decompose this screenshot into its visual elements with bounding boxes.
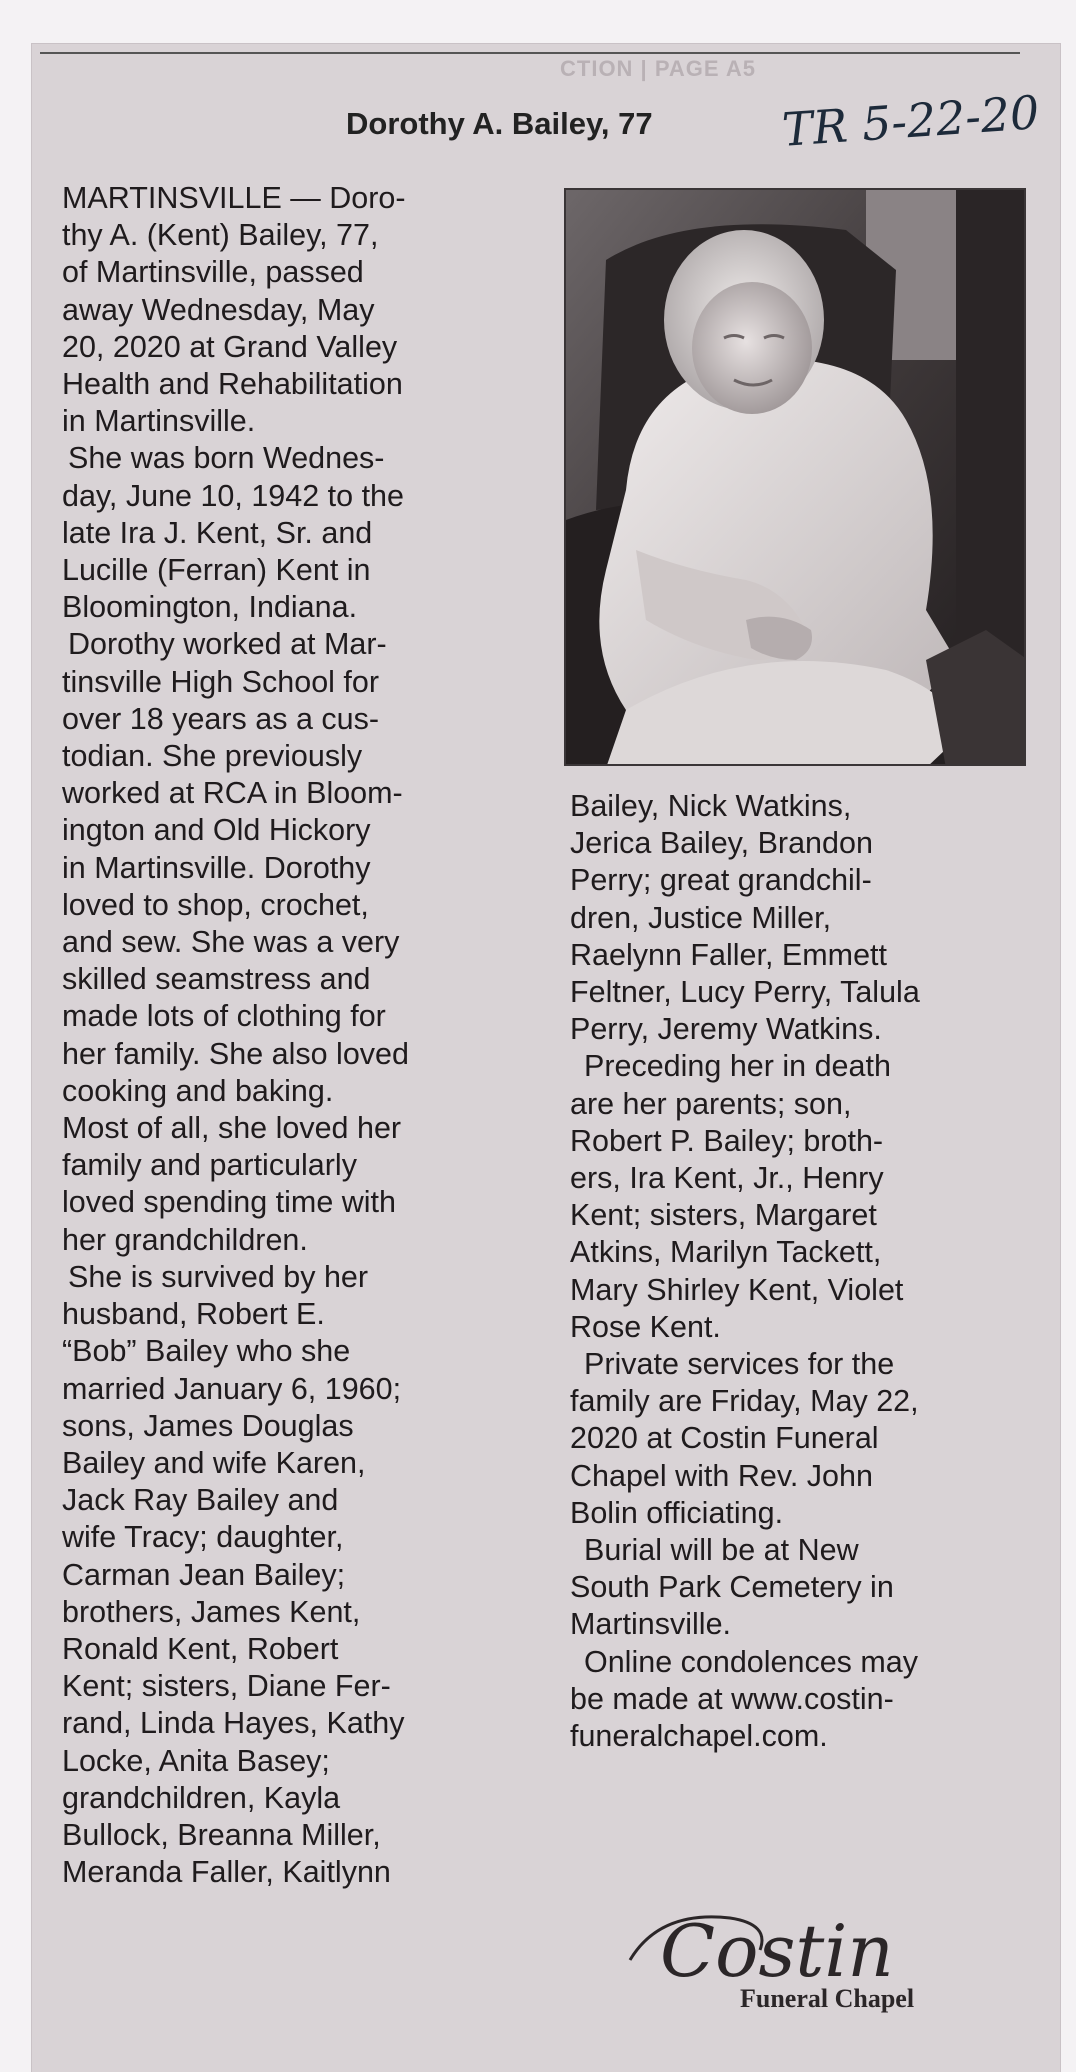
paragraph-survivors-continued: Bailey, Nick Watkins, Jerica Bailey, Brandon Perry; great grandchil- dren, Justice Miller, Raelynn Faller, Emmett Feltner, Lucy Perry, Talula Perry, Jeremy Watkins. [570, 789, 920, 1047]
handwritten-date-note: TR 5-22-20 [780, 85, 1041, 157]
paragraph-burial: Burial will be at New South Park Cemetery in Martinsville. [570, 1533, 894, 1642]
logo-subtitle: Funeral Chapel [740, 1984, 915, 2013]
paragraph-condolences: Online condolences may be made at www.costin- funeralchapel.com. [570, 1644, 918, 1754]
paragraph-preceded-in-death: Preceding her in death are her parents; son, Robert P. Bailey; broth- ers, Ira Kent, Jr., Henry Kent; sisters, Margaret Atkins, Marilyn Tackett, Mary Shirley Kent, Violet Rose Kent. [570, 1049, 904, 1344]
top-rule [40, 52, 1020, 54]
obituary-heading: Dorothy A. Bailey, 77 [346, 106, 653, 141]
logo-script-name: Costin [660, 1909, 894, 1993]
portrait-photo [564, 188, 1026, 766]
bleed-through-text: CTION | PAGE A5 [560, 56, 756, 81]
paragraph-birth: She was born Wednes- day, June 10, 1942 to the late Ira J. Kent, Sr. and Lucille (Ferran) Kent in Bloomington, Indiana. [62, 441, 404, 625]
left-text-column [62, 180, 552, 1891]
paragraph-services: Private services for the family are Friday, May 22, 2020 at Costin Funeral Chapel with Rev. John Bolin officiating. [570, 1347, 919, 1530]
right-text-column [570, 788, 1050, 1755]
paragraph-death-notice: MARTINSVILLE — Doro- thy A. (Kent) Bailey, 77, of Martinsville, passed away Wednesday, May 20, 2020 at Grand Valley Health and Rehabilitation in Martinsville. [62, 181, 406, 439]
paragraph-life: Dorothy worked at Mar- tinsville High School for over 18 years as a cus- todian. She previously worked at RCA in Bloom- ington and Old Hickory in Martinsville. Dorothy loved to shop, crochet, and sew. She was a very skilled seamstress and made lots of clothing for her family. She also loved cooking and baking. Most of all, she loved her family and particularly loved spending time with her grandchildren. [62, 627, 409, 1257]
paragraph-survivors: She is survived by her husband, Robert E. “Bob” Bailey who she married January 6, 1960; sons, James Douglas Bailey and wife Karen, Jack Ray Bailey and wife Tracy; daughter, Carman Jean Bailey; brothers, James Kent, Ronald Kent, Robert Kent; sisters, Diane Fer- rand, Linda Hayes, Kathy Locke, Anita Basey; grandchildren, Kayla Bullock, Breanna Miller, Meranda Faller, Kaitlynn [62, 1259, 405, 1890]
